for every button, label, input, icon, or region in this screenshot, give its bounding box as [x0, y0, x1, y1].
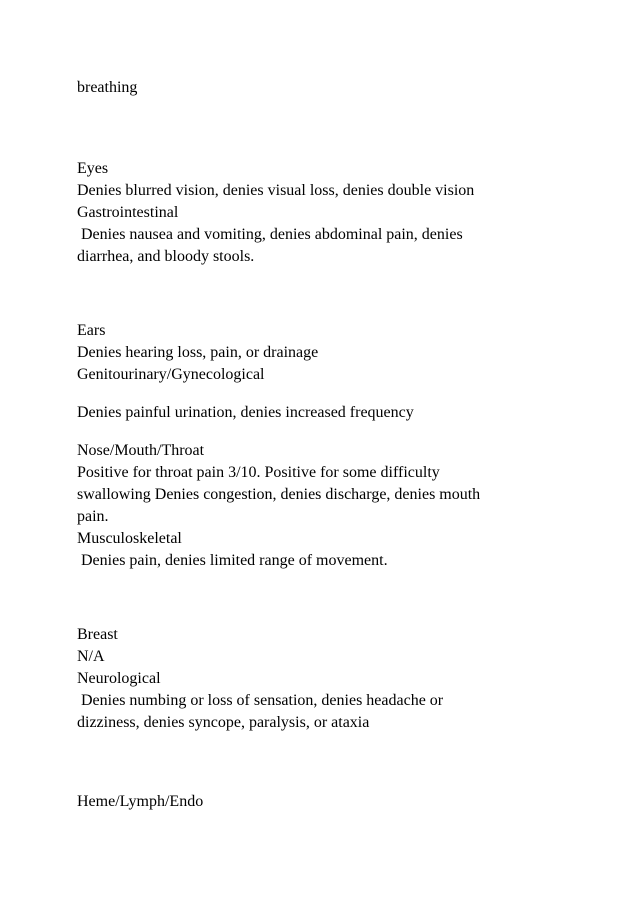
section-heading-breast: Breast	[77, 626, 118, 643]
text-line: Denies painful urination, denies increased frequency	[77, 404, 414, 421]
text-line: Denies nausea and vomiting, denies abdominal pain, denies	[77, 226, 463, 243]
text-line: Denies numbing or loss of sensation, denies headache or	[77, 692, 444, 709]
section-heading-gastrointestinal: Gastrointestinal	[77, 204, 179, 221]
section-heading-eyes: Eyes	[77, 160, 109, 177]
text-line: diarrhea, and bloody stools.	[77, 248, 255, 265]
text-line: pain.	[77, 508, 109, 525]
section-heading-ears: Ears	[77, 322, 106, 339]
section-heading-musculoskeletal: Musculoskeletal	[77, 530, 182, 547]
section-heading-heme-lymph-endo: Heme/Lymph/Endo	[77, 793, 204, 810]
text-line: Denies pain, denies limited range of movement.	[77, 552, 388, 569]
text-line: Positive for throat pain 3/10. Positive for some difficulty	[77, 464, 440, 481]
text-line: swallowing Denies congestion, denies discharge, denies mouth	[77, 486, 481, 503]
section-heading-nose-mouth-throat: Nose/Mouth/Throat	[77, 442, 205, 459]
text-line: Denies hearing loss, pain, or drainage	[77, 344, 319, 361]
section-heading-genitourinary: Genitourinary/Gynecological	[77, 366, 265, 383]
text-line: dizziness, denies syncope, paralysis, or ataxia	[77, 714, 370, 731]
text-line: breathing	[77, 79, 138, 96]
text-line: Denies blurred vision, denies visual loss, denies double vision	[77, 182, 475, 199]
section-heading-neurological: Neurological	[77, 670, 161, 687]
text-line: N/A	[77, 648, 105, 665]
